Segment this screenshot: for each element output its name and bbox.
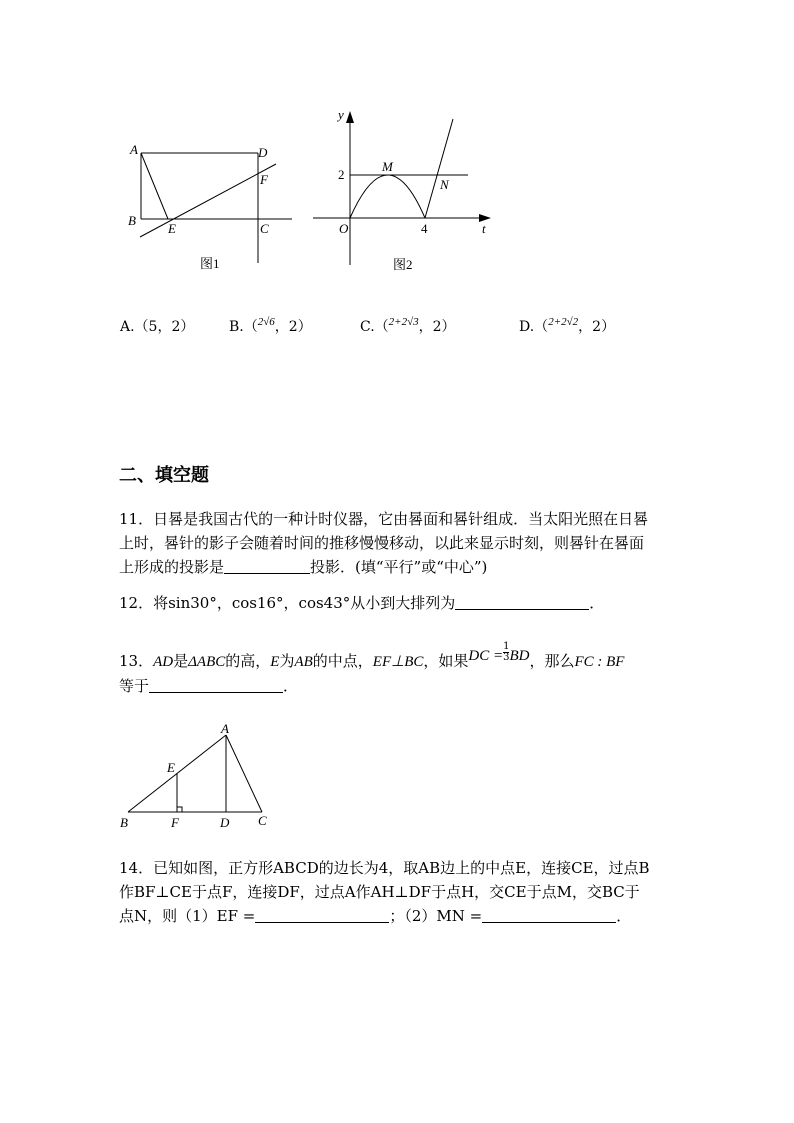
fig3-side-ac (226, 735, 262, 812)
option-b-prefix: B.（ (229, 319, 258, 335)
fig2-label-m: M (382, 159, 393, 174)
fig3-right-angle-icon (177, 807, 182, 812)
q13-ad: AD (153, 654, 174, 670)
q11-line-1: 11．日晷是我国古代的一种计时仪器，它由晷面和晷针组成．当太阳光照在日晷 (119, 510, 649, 528)
fig2-label-o: O (339, 221, 349, 236)
fig1-segment-ae (141, 153, 168, 219)
option-b (229, 316, 312, 336)
fig2-y-arrow-icon (346, 111, 354, 123)
q13-end: ． (283, 677, 299, 695)
fig2-label-n: N (440, 177, 449, 192)
figure-3 (110, 718, 280, 833)
fig2-label-y: y (338, 107, 344, 122)
q11-line-3-pre: 上形成的投影是 (119, 558, 225, 576)
q14-line-3 (119, 904, 679, 928)
q12-text: 12．将sin30°，cos16°，cos43°从小到大排列为 (119, 594, 456, 612)
option-b-suffix: ，2） (274, 319, 312, 335)
question-12 (119, 591, 679, 615)
fig2-caption: 图2 (393, 257, 413, 272)
question-14 (119, 856, 679, 928)
option-d-suffix: ，2） (578, 319, 616, 335)
q11-answer-blank[interactable] (224, 557, 310, 574)
q13-triangle: ΔABC (188, 654, 226, 670)
q14-line-1: 14．已知如图，正方形ABCD的边长为4，取AB边上的中点E，连接CE，过点B (119, 859, 650, 877)
fig1-label-c: C (260, 221, 269, 236)
q13-bd: BD (509, 648, 530, 664)
fig3-label-b: B (120, 815, 128, 830)
option-a: A.（5，2） (120, 319, 195, 335)
q12-end: ． (589, 594, 605, 612)
q13-line-2-text: 等于 (119, 677, 150, 695)
q13-line-2 (119, 674, 679, 698)
q12-answer-blank[interactable] (455, 593, 589, 610)
fig1-label-f: F (260, 172, 268, 187)
q13-ratio: FC : BF (574, 654, 625, 670)
q13-line-1 (119, 642, 679, 674)
fig1-caption: 图1 (200, 256, 220, 271)
fig3-label-a: A (221, 721, 229, 736)
fig3-label-e: E (167, 760, 175, 775)
q13-t4: 的中点， (312, 652, 373, 670)
q13-e: E (270, 654, 280, 670)
q14-part-2: ；（2）MN = (389, 907, 483, 925)
figure-2 (305, 105, 500, 280)
option-d-prefix: D.（ (519, 319, 549, 335)
q13-t5: ，如果 (423, 652, 469, 670)
option-c (360, 316, 456, 336)
option-d-value: 2+2√2 (548, 316, 579, 328)
option-c-suffix: ，2） (418, 319, 456, 335)
q13-dc: DC = (468, 648, 504, 664)
q13-num: 13． (119, 652, 154, 670)
q13-perp: EF⊥BC (372, 654, 424, 670)
section-title: 二、填空题 (119, 465, 209, 486)
fig2-rising-line (425, 119, 453, 218)
fig2-label-t: t (482, 221, 486, 236)
fig1-label-d: D (258, 145, 268, 160)
option-c-prefix: C.（ (360, 319, 389, 335)
q11-line-3-post: 投影．(填“平行”或“中心”) (310, 558, 488, 576)
fig1-label-e: E (168, 221, 176, 236)
fig1-label-b: B (128, 213, 136, 228)
q14-end: ． (616, 907, 632, 925)
q14-line-2: 作BF⊥CE于点F，连接DF，过点A作AH⊥DF于点H，交CE于点M，交BC于 (119, 883, 640, 901)
q14-part-1: 点N，则（1）EF = (119, 907, 256, 925)
q11-line-2: 上时，晷针的影子会随着时间的推移慢慢移动，以此来显示时刻，则晷针在晷面 (119, 534, 645, 552)
question-13 (119, 642, 679, 698)
q13-t1: 是 (173, 652, 189, 670)
option-c-value: 2+2√3 (388, 316, 419, 328)
fig3-label-c: C (258, 813, 267, 828)
fig2-parabola-curve (350, 175, 425, 218)
fig2-tick-2: 2 (338, 167, 345, 182)
fig1-label-a: A (130, 142, 138, 157)
option-d (519, 316, 615, 336)
fig2-tick-4: 4 (421, 221, 428, 236)
fig3-label-f: F (171, 815, 179, 830)
q13-ab: AB (294, 654, 313, 670)
q13-t6: ，那么 (529, 652, 575, 670)
q14-answer-blank-2[interactable] (482, 906, 616, 923)
q13-t3: 为 (279, 652, 295, 670)
q13-frac-den: 3 (503, 652, 510, 663)
question-11 (119, 507, 679, 579)
q11-line-3 (119, 555, 679, 579)
fig3-label-d: D (220, 815, 230, 830)
option-b-value: 2√6 (257, 316, 275, 328)
q13-t2: 的高， (225, 652, 271, 670)
q13-answer-blank[interactable] (149, 676, 283, 693)
q13-frac-num: 1 (503, 641, 510, 652)
q14-answer-blank-1[interactable] (255, 906, 389, 923)
figure-1 (120, 135, 300, 280)
